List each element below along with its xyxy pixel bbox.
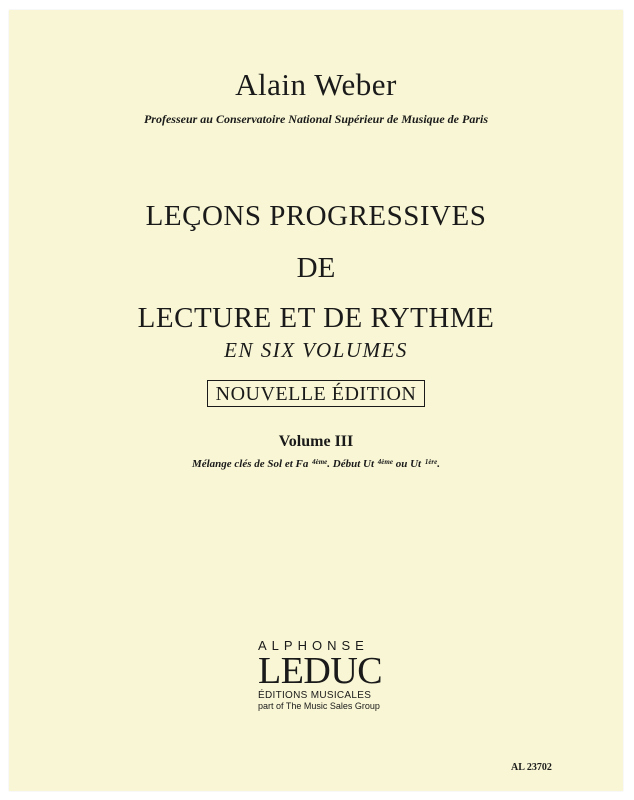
title-line-2: DE (296, 252, 336, 284)
volume-desc-part-1: Mélange clés de Sol et Fa (191, 458, 309, 470)
publisher-line-1: ALPHONSE (258, 638, 369, 653)
volume-desc-sup-2: 4ème (377, 458, 393, 466)
volume-desc-sup-1: 4ème (312, 458, 328, 466)
publisher-line-2: LEDUC (258, 650, 383, 692)
volume-description (9, 458, 623, 470)
volume-desc-end: . (437, 458, 441, 470)
volume-desc-sup-3: 1ère (424, 458, 438, 466)
volume-label: Volume III (278, 433, 354, 450)
publisher-line-4: part of The Music Sales Group (258, 701, 380, 711)
edition-frame (9, 380, 623, 407)
author-role: Professeur au Conservatoire National Supérieur de Musique de Paris (143, 112, 489, 126)
volume-desc-part-3: ou Ut (395, 458, 422, 470)
title-line-3: LECTURE ET DE RYTHME (137, 302, 495, 334)
edition-label: NOUVELLE ÉDITION (207, 380, 426, 407)
publisher-logo (258, 638, 418, 711)
author-name: Alain Weber (235, 67, 397, 102)
publisher-line-3: ÉDITIONS MUSICALES (258, 690, 372, 701)
title-line-1: LEÇONS PROGRESSIVES (145, 200, 487, 232)
title-subtitle: EN SIX VOLUMES (224, 338, 408, 362)
score-cover (9, 10, 623, 791)
volume-desc-part-2: . Début Ut (327, 458, 375, 470)
catalog-number: AL 23702 (511, 762, 552, 773)
